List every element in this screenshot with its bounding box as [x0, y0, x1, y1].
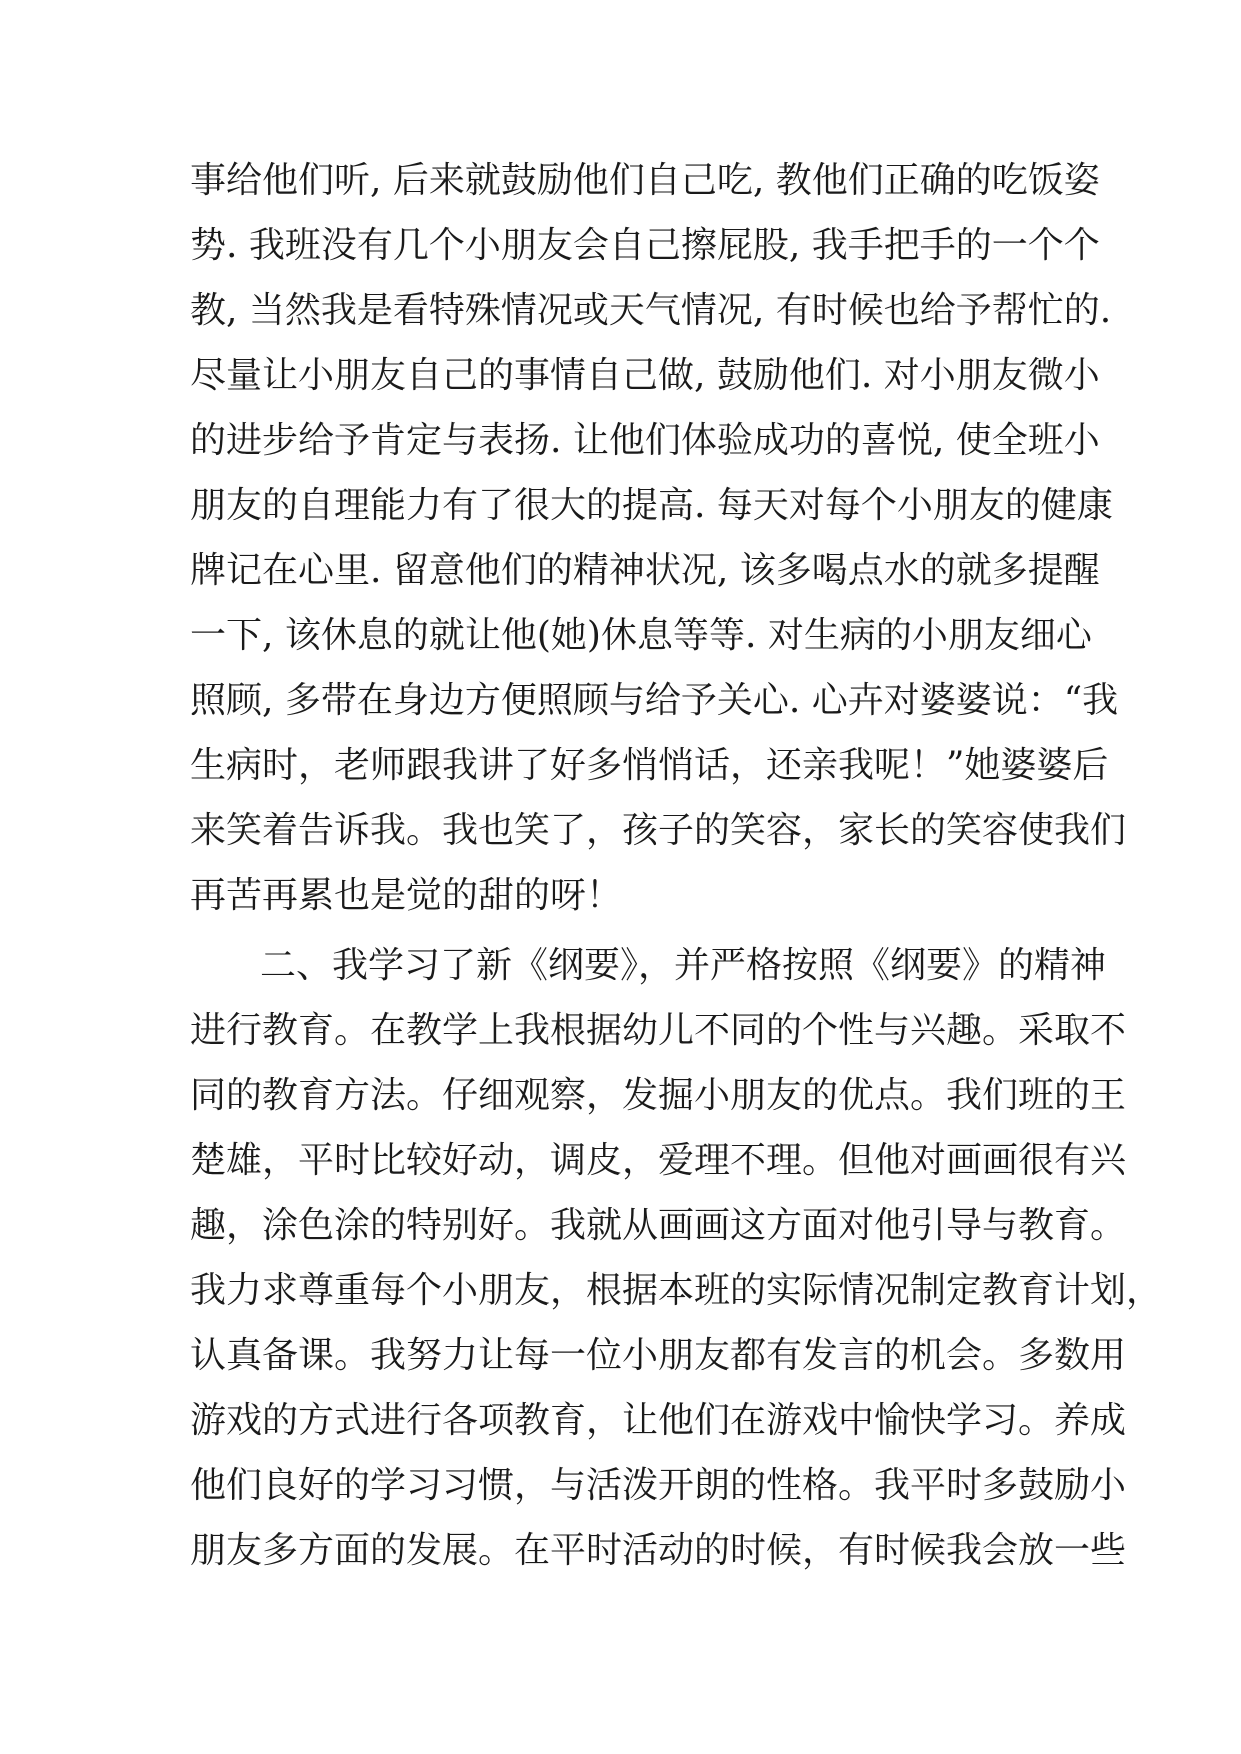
text-line: 趣，涂色涂的特别好。我就从画画这方面对他引导与教育。	[190, 1205, 1127, 1246]
text-line: 同的教育方法。仔细观察，发掘小朋友的优点。我们班的王	[190, 1075, 1127, 1116]
text-line: 再苦再累也是觉的甜的呀！	[190, 875, 623, 916]
text-line: 的进步给予肯定与表扬. 让他们体验成功的喜悦, 使全班小	[190, 420, 1100, 461]
text-line: 他们良好的学习习惯，与活泼开朗的性格。我平时多鼓励小	[190, 1465, 1127, 1506]
text-line: 生病时，老师跟我讲了好多悄悄话，还亲我呢！”她婆婆后	[190, 745, 1109, 786]
text-line: 认真备课。我努力让每一位小朋友都有发言的机会。多数用	[190, 1335, 1127, 1376]
text-line: 一下, 该休息的就让他(她)休息等等. 对生病的小朋友细心	[190, 615, 1092, 656]
text-line: 事给他们听, 后来就鼓励他们自己吃, 教他们正确的吃饭姿	[190, 160, 1100, 201]
text-line: 势. 我班没有几个小朋友会自己擦屁股, 我手把手的一个个	[190, 225, 1100, 266]
text-line: 教, 当然我是看特殊情况或天气情况, 有时候也给予帮忙的.	[190, 290, 1112, 331]
text-line: 尽量让小朋友自己的事情自己做, 鼓励他们. 对小朋友微小	[190, 355, 1100, 396]
text-line: 朋友的自理能力有了很大的提高. 每天对每个小朋友的健康	[190, 485, 1113, 526]
text-line: 来笑着告诉我。我也笑了，孩子的笑容，家长的笑容使我们	[190, 810, 1127, 851]
text-line: 楚雄，平时比较好动，调皮，爱理不理。但他对画画很有兴	[190, 1140, 1127, 1181]
text-line: 游戏的方式进行各项教育，让他们在游戏中愉快学习。养成	[190, 1400, 1127, 1441]
text-line: 朋友多方面的发展。在平时活动的时候，有时候我会放一些	[190, 1530, 1127, 1571]
text-line: 照顾, 多带在身边方便照顾与给予关心. 心卉对婆婆说：“我	[190, 680, 1119, 721]
text-line: 我力求尊重每个小朋友，根据本班的实际情况制定教育计划，	[190, 1270, 1163, 1311]
text-line: 牌记在心里. 留意他们的精神状况, 该多喝点水的就多提醒	[190, 550, 1100, 591]
text-line: 进行教育。在教学上我根据幼儿不同的个性与兴趣。采取不	[190, 1010, 1127, 1051]
paragraph-first-line: 二、我学习了新《纲要》，并严格按照《纲要》的精神	[260, 945, 1107, 986]
